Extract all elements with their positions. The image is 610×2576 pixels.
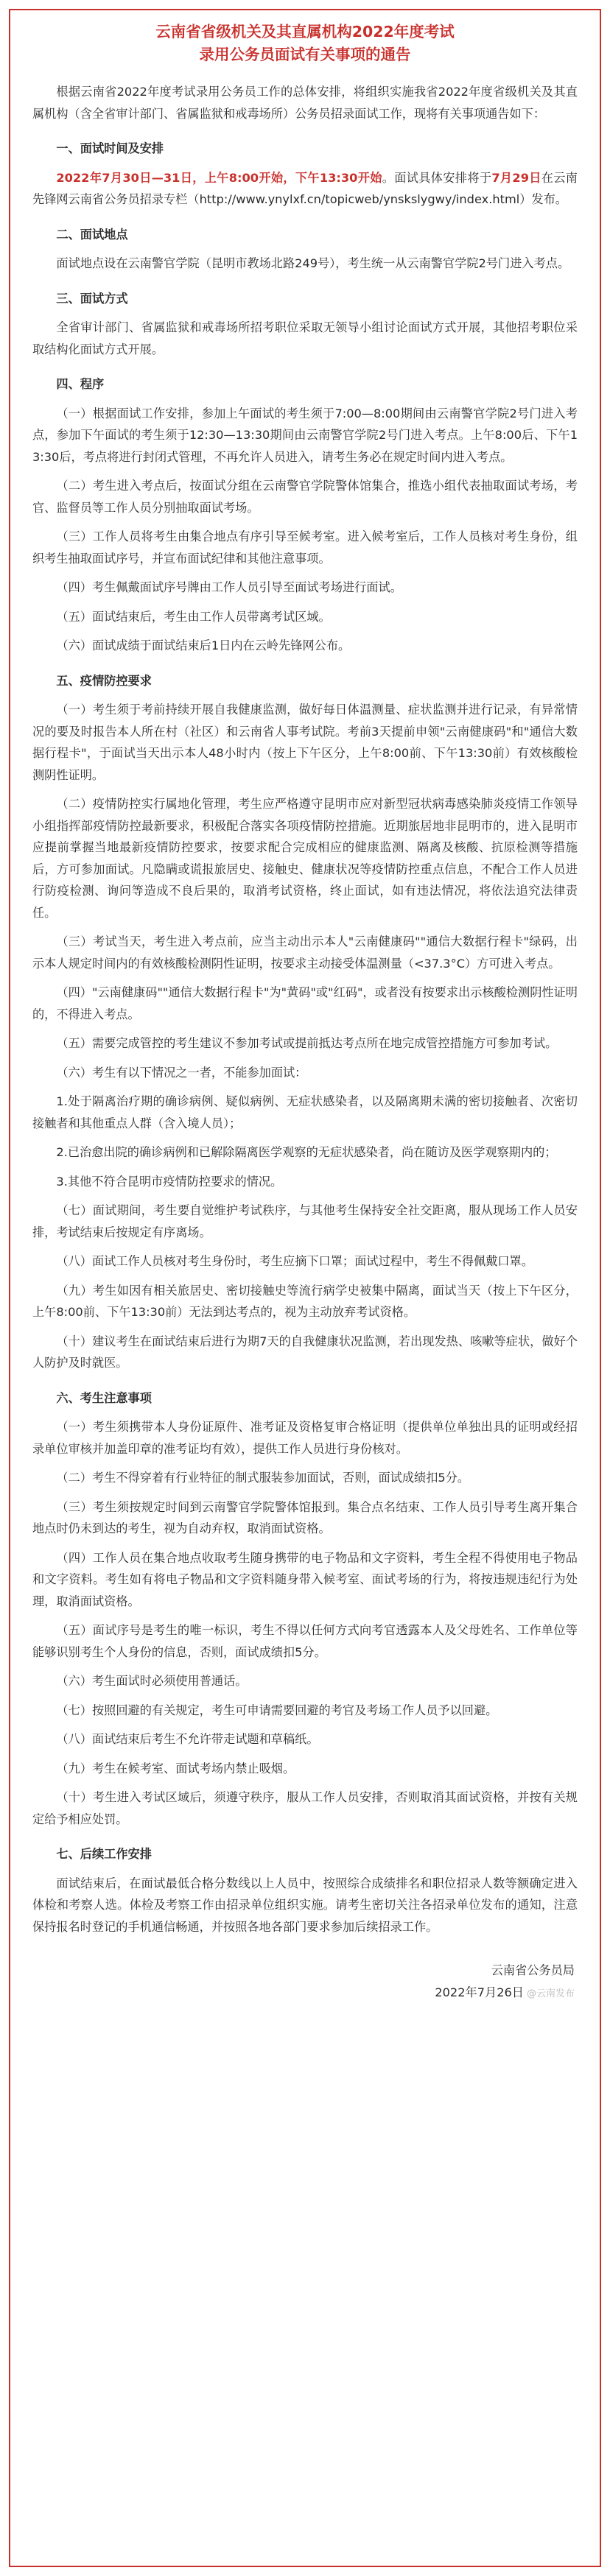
- section-6-item-2: （二）考生不得穿着有行业特征的制式服装参加面试，否则，面试成绩扣5分。: [56, 1471, 470, 1485]
- section-6-item-3: （三）考生须按规定时间到云南警官学院警体馆报到。集合点名结束、工作人员引导考生离开集合地点时仍未到达的考生，视为自动弃权，取消面试资格。: [32, 1499, 578, 1535]
- section-3-heading: 三、面试方式: [56, 291, 128, 306]
- section-6-item-4: （四）工作人员在集合地点收取考生随身携带的电子物品和文字资料，考生全程不得使用电子物品和文字资料。考生如有将电子物品和文字资料随身带入候考室、面试考场的行为，将按违规违纪行为处理，取消面试资格。: [32, 1550, 578, 1608]
- announcement-link[interactable]: http://www.ynylxf.cn/topicweb/ynskslygwy/index.html: [199, 192, 520, 206]
- signature-block: [32, 1960, 578, 2005]
- section-1-text-b: 在云南先锋网云南省公务员招录专栏（: [32, 170, 578, 206]
- section-4-item-1: （一）根据面试工作安排，参加上午面试的考生须于7:00—8:00期间由云南警官学院2号门进入考点，参加下午面试的考生须于12:30—13:30期间由云南警官学院2号门进入考点。上午8:00后、下午13:30后，考点将进行封闭式管理，不再允许人员进入，请考生务必在规定时间内进入考点。: [32, 406, 578, 464]
- section-5-item-10: （十）建议考生在面试结束后进行为期7天的自我健康状况监测，若出现发热、咳嗽等症状，做好个人防护及时就医。: [32, 1334, 578, 1370]
- title-line-1: 云南省省级机关及其直属机构2022年度考试: [155, 23, 455, 41]
- section-1-text-a: 。面试具体安排将于: [382, 170, 492, 185]
- section-6-item-7: （七）按照回避的有关规定，考生可申请需要回避的考官及考场工作人员予以回避。: [56, 1703, 498, 1717]
- section-1-paragraph: [32, 167, 578, 211]
- section-3-paragraph: 全省审计部门、省属监狱和戒毒场所招考职位采取无领导小组讨论面试方式开展，其他招考职位采取结构化面试方式开展。: [32, 320, 578, 356]
- section-2-heading: 二、面试地点: [56, 227, 128, 242]
- source-watermark: @云南发布: [526, 1988, 575, 1999]
- section-5-item-9: （九）考生如因有相关旅居史、密切接触史等流行病学史被集中隔离，面试当天（按上下午区分，上午8:00前、下午13:30前）无法到达考点的，视为主动放弃考试资格。: [32, 1283, 578, 1319]
- section-6-heading: 六、考生注意事项: [56, 1390, 152, 1405]
- section-4-item-5: （五）面试结束后，考生由工作人员带离考试区域。: [56, 609, 331, 624]
- section-6-item-6: （六）考生面试时必须使用普通话。: [56, 1674, 248, 1688]
- section-6-item-5: （五）面试序号是考生的唯一标识，考生不得以任何方式向考官透露本人及父母姓名、工作单位等能够识别考生个人身份的信息，否则，面试成绩扣5分。: [32, 1623, 578, 1659]
- section-5-item-6: （六）考生有以下情况之一者，不能参加面试：: [56, 1065, 307, 1080]
- section-1-heading: 一、面试时间及安排: [56, 141, 164, 155]
- section-7-paragraph: 面试结束后，在面试最低合格分数线以上人员中，按照综合成绩排名和职位招录人数等额确定进入体检和考察人选。体检及考察工作由招录单位组织实施。请考生密切关注各招录单位发布的通知，注意保持报名时登记的手机通信畅通，并按照各地各部门要求参加后续招录工作。: [32, 1876, 578, 1934]
- section-6-item-1: （一）考生须携带本人身份证原件、准考证及资格复审合格证明（提供单位单独出具的证明或经招录单位审核并加盖印章的准考证均有效），提供工作人员进行身份核对。: [32, 1420, 578, 1456]
- section-6-item-8: （八）面试结束后考生不允许带走试题和草稿纸。: [56, 1732, 319, 1746]
- section-5-item-1: （一）考生须于考前持续开展自我健康监测，做好每日体温测量、症状监测并进行记录，有异常情况的要及时报告本人所在村（社区）和云南省人事考试院。考前3天提前申领"云南健康码"和"通信大数据行程卡"，于面试当天出示本人48小时内（按上下午区分，上午8:00前、下午13:30前）有效核酸检测阴性证明。: [32, 703, 578, 782]
- section-5-item-2: （二）疫情防控实行属地化管理，考生应严格遵守昆明市应对新型冠状病毒感染肺炎疫情工作领导小组指挥部疫情防控最新要求，积极配合落实各项疫情防控措施。近期旅居地非昆明市的，进入昆明市应提前掌握当地最新疫情防控要求，按要求配合完成相应的健康监测、隔离及核酸、抗原检测等措施后，方可参加面试。凡隐瞒或谎报旅居史、接触史、健康状况等疫情防控重点信息，不配合工作人员进行防疫检测、询问等造成不良后果的，取消考试资格，终止面试，如有违法情况，将依法追究法律责任。: [32, 797, 578, 920]
- section-2-paragraph: 面试地点设在云南警官学院（昆明市教场北路249号），考生统一从云南警官学院2号门进入考点。: [56, 256, 570, 270]
- section-5-item-6-sub-1: 1.处于隔离治疗期的确诊病例、疑似病例、无症状感染者，以及隔离期未满的密切接触者、次密切接触者和其他重点人群（含入境人员）；: [32, 1094, 578, 1130]
- section-6-item-9: （九）考生在候考室、面试考场内禁止吸烟。: [56, 1761, 295, 1776]
- section-5-item-6-sub-3: 3.其他不符合昆明市疫情防控要求的情况。: [56, 1174, 283, 1189]
- notice-title: [32, 21, 578, 66]
- notice-frame: [9, 9, 601, 2567]
- section-5-item-3: （三）考试当天，考生进入考点前，应当主动出示本人"云南健康码""通信大数据行程卡"绿码，出示本人规定时间内的有效核酸检测阴性证明，按要求主动接受体温测量（<37.3°C）方可进入考点。: [32, 935, 578, 971]
- section-4-item-6: （六）面试成绩于面试结束后1日内在云岭先锋网公布。: [56, 638, 351, 652]
- section-4-heading: 四、程序: [56, 377, 105, 391]
- section-5-heading: 五、疫情防控要求: [56, 673, 152, 688]
- section-4-item-3: （三）工作人员将考生由集合地点有序引导至候考室。进入候考室后，工作人员核对考生身份，组织考生抽取面试序号，并宣布面试纪律和其他注意事项。: [32, 529, 578, 566]
- issuing-organization: 云南省公务员局: [491, 1963, 575, 1977]
- section-6-item-10: （十）考生进入考试区域后，须遵守秩序，服从工作人员安排，否则取消其面试资格，并按有关规定给予相应处罚。: [32, 1790, 578, 1826]
- title-line-2: 录用公务员面试有关事项的通告: [199, 46, 411, 63]
- section-5-item-4: （四）"云南健康码""通信大数据行程卡"为"黄码"或"红码"，或者没有按要求出示核酸检测阴性证明的，不得进入考点。: [32, 985, 578, 1021]
- section-4-item-2: （二）考生进入考点后，按面试分组在云南警官学院警体馆集合，推选小组代表抽取面试考场，考官、监督员等工作人员分别抽取面试考场。: [32, 479, 578, 515]
- issue-date-line: [32, 1982, 575, 2005]
- schedule-date-highlight: 7月29日: [491, 170, 541, 185]
- section-1-text-c: ）发布。: [519, 192, 567, 206]
- intro-paragraph: 根据云南省2022年度考试录用公务员工作的总体安排，将组织实施我省2022年度省级机关及其直属机构（含全省审计部门、省属监狱和戒毒场所）公务员招录面试工作，现将有关事项通告如下：: [32, 85, 578, 121]
- section-5-item-7: （七）面试期间，考生要自觉维护考试秩序，与其他考生保持安全社交距离，服从现场工作人员安排，考试结束后按规定有序离场。: [32, 1203, 578, 1239]
- interview-time-highlight: 2022年7月30日—31日，上午8:00开始，下午13:30开始: [56, 170, 382, 185]
- section-5-item-5: （五）需要完成管控的考生建议不参加考试或提前抵达考点所在地完成管控措施方可参加考试。: [56, 1036, 558, 1050]
- section-5-item-6-sub-2: 2.已治愈出院的确诊病例和已解除隔离医学观察的无症状感染者，尚在随访及医学观察期内的；: [56, 1145, 557, 1159]
- section-4-item-4: （四）考生佩戴面试序号牌由工作人员引导至面试考场进行面试。: [56, 580, 402, 594]
- section-5-item-8: （八）面试工作人员核对考生身份时，考生应摘下口罩；面试过程中，考生不得佩戴口罩。: [56, 1254, 533, 1268]
- issue-date: 2022年7月26日: [435, 1985, 524, 1999]
- section-7-heading: 七、后续工作安排: [56, 1847, 152, 1861]
